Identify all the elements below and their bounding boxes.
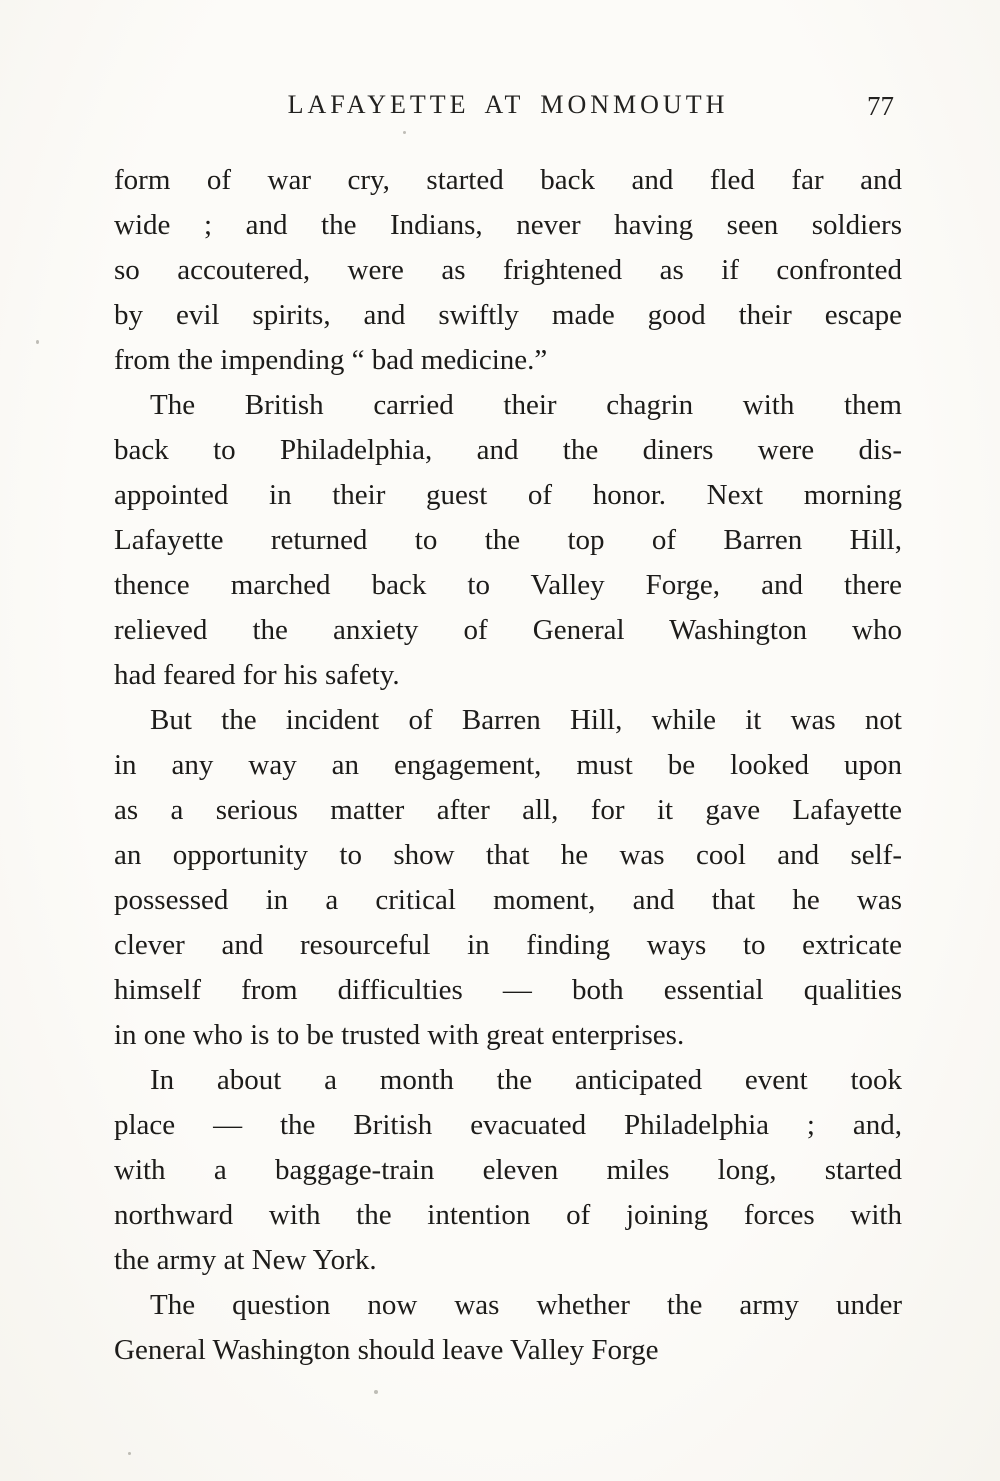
text-line: thence marched back to Valley Forge, and there: [114, 569, 902, 601]
paragraph: [114, 1283, 902, 1373]
text-line: in any way an engagement, must be looked upon: [114, 749, 902, 781]
text-line: clever and resourceful in finding ways to extricate: [114, 929, 902, 961]
text-line: by evil spirits, and swiftly made good their escape: [114, 299, 902, 331]
text-line: himself from difficulties — both essential qualities: [114, 974, 902, 1006]
page-content: [114, 0, 902, 1373]
text-line: an opportunity to show that he was cool and self-: [114, 839, 902, 871]
text-line: with a baggage-train eleven miles long, started: [114, 1154, 902, 1186]
text-line: possessed in a critical moment, and that he was: [114, 884, 902, 916]
text-line: place — the British evacuated Philadelphia ; and,: [114, 1109, 902, 1141]
text-line: in one who is to be trusted with great enterprises.: [114, 1019, 685, 1051]
text-line: wide ; and the Indians, never having seen soldiers: [114, 209, 902, 241]
running-header: [114, 90, 902, 126]
text-line: had feared for his safety.: [114, 659, 400, 691]
text-line: from the impending “ bad medicine.”: [114, 344, 548, 376]
paragraph: [114, 1058, 902, 1283]
text-line: northward with the intention of joining forces with: [114, 1199, 902, 1231]
scan-speck: [403, 131, 406, 134]
scan-speck: [374, 1390, 378, 1394]
text-line: In about a month the anticipated event took: [150, 1064, 902, 1096]
page-number: 77: [867, 91, 894, 121]
text-line: Lafayette returned to the top of Barren Hill,: [114, 524, 902, 556]
paragraph: [114, 383, 902, 698]
body-text: [114, 158, 902, 1373]
text-line: The question now was whether the army under: [150, 1289, 902, 1321]
paragraph: [114, 698, 902, 1058]
scan-speck: [128, 1452, 131, 1455]
paragraph: [114, 158, 902, 383]
page-title: LAFAYETTE AT MONMOUTH: [287, 90, 729, 119]
scan-speck: [36, 340, 39, 344]
text-line: The British carried their chagrin with them: [150, 389, 902, 421]
text-line: relieved the anxiety of General Washington who: [114, 614, 902, 646]
text-line: form of war cry, started back and fled far and: [114, 164, 902, 196]
text-line: so accoutered, were as frightened as if confronted: [114, 254, 902, 286]
text-line: the army at New York.: [114, 1244, 377, 1276]
text-line: General Washington should leave Valley Forge: [114, 1334, 659, 1366]
text-line: back to Philadelphia, and the diners were dis-: [114, 434, 902, 466]
text-line: as a serious matter after all, for it gave Lafayette: [114, 794, 902, 826]
text-line: appointed in their guest of honor. Next morning: [114, 479, 902, 511]
text-line: But the incident of Barren Hill, while it was not: [150, 704, 902, 736]
